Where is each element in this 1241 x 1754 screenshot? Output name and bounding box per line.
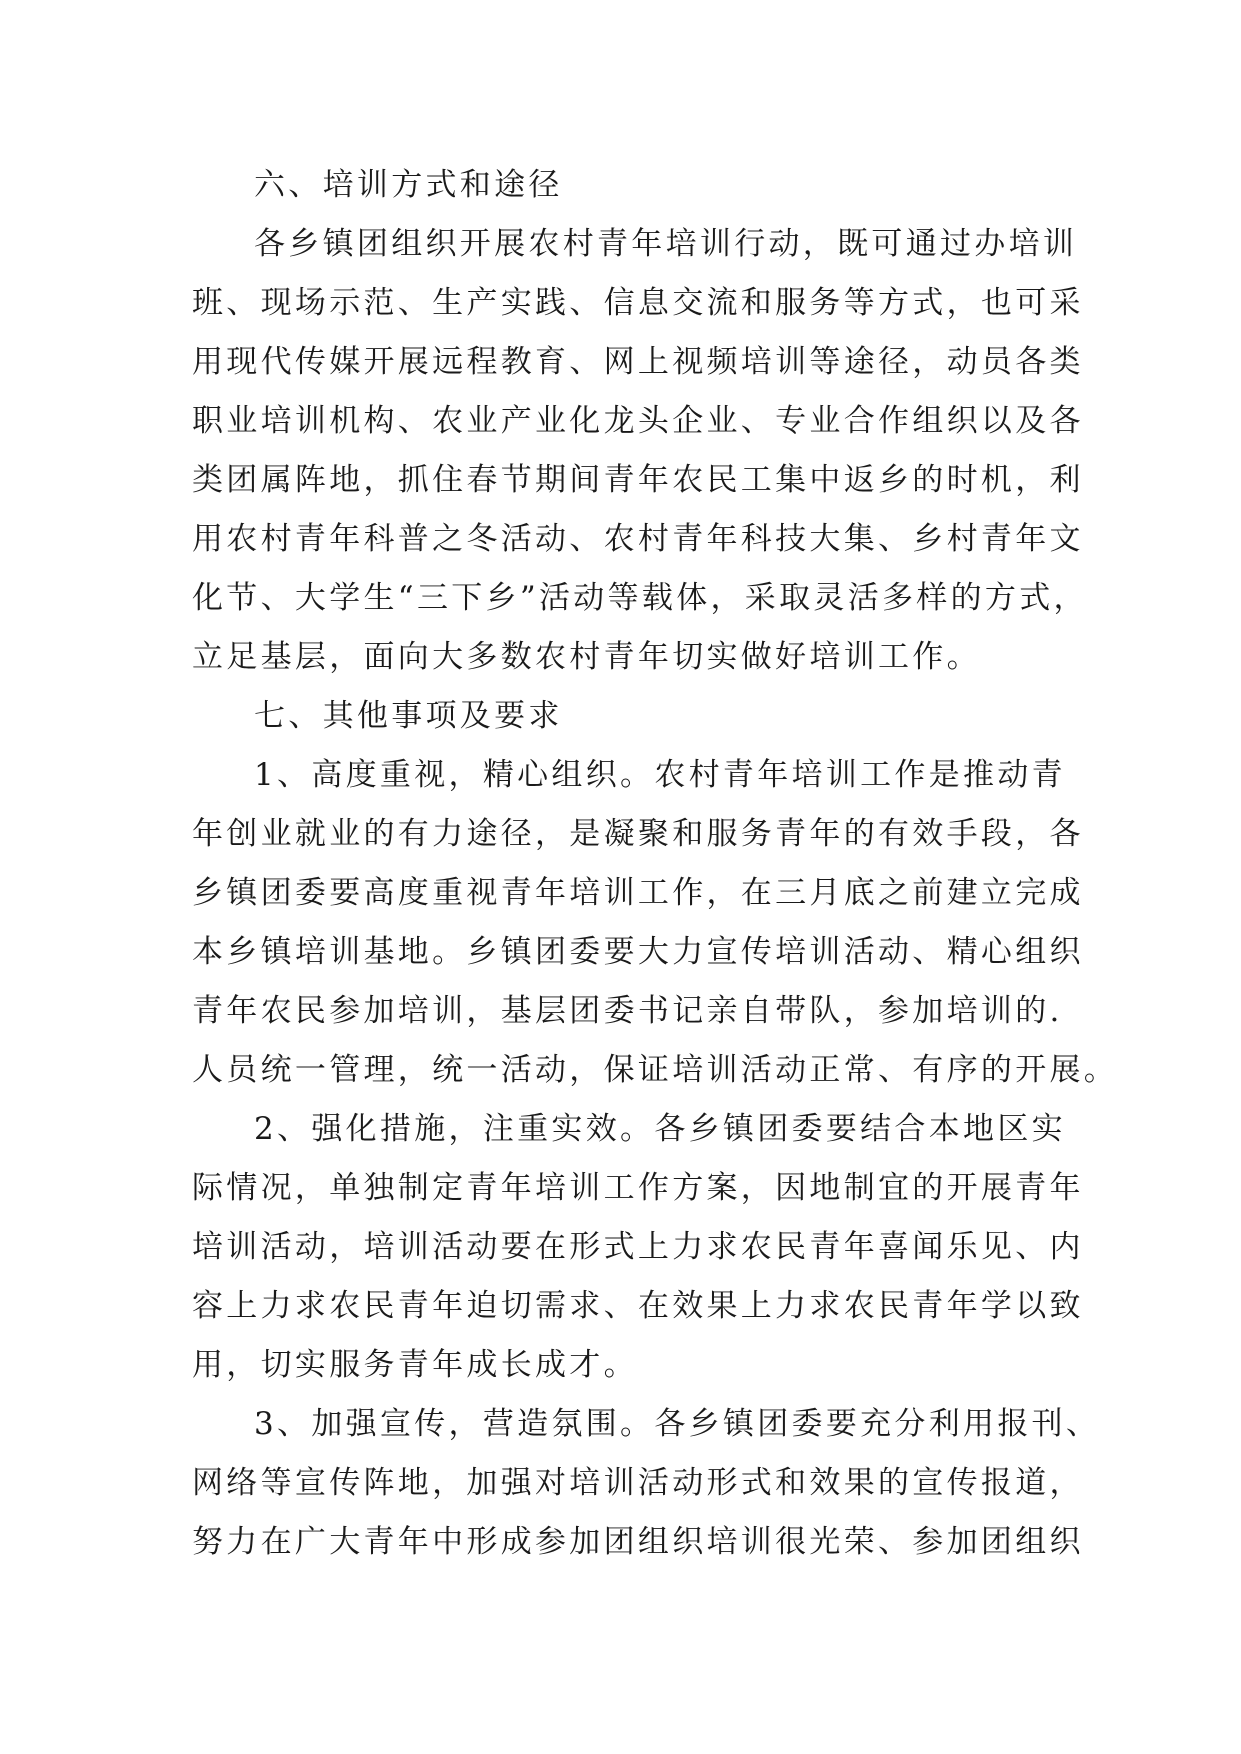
paragraph-line: 班、现场示范、生产实践、信息交流和服务等方式，也可采 bbox=[192, 285, 1084, 321]
paragraph-line: 类团属阵地，抓住春节期间青年农民工集中返乡的时机，利 bbox=[192, 462, 1084, 498]
paragraph-line: 用农村青年科普之冬活动、农村青年科技大集、乡村青年文 bbox=[192, 521, 1084, 557]
paragraph-line: 努力在广大青年中形成参加团组织培训很光荣、参加团组织 bbox=[192, 1524, 1084, 1560]
paragraph-line: 用，切实服务青年成长成才。 bbox=[192, 1347, 638, 1383]
paragraph-line: 容上力求农民青年迫切需求、在效果上力求农民青年学以致 bbox=[192, 1288, 1084, 1324]
paragraph-line: 人员统一管理，统一活动，保证培训活动正常、有序的开展。 bbox=[192, 1052, 1119, 1088]
paragraph-line: 乡镇团委要高度重视青年培训工作，在三月底之前建立完成 bbox=[192, 875, 1084, 911]
section-heading-6: 六、培训方式和途径 bbox=[254, 167, 563, 203]
paragraph-line: 2、强化措施，注重实效。各乡镇团委要结合本地区实 bbox=[254, 1111, 1066, 1147]
paragraph-line: 际情况，单独制定青年培训工作方案，因地制宜的开展青年 bbox=[192, 1170, 1084, 1206]
paragraph-line: 用现代传媒开展远程教育、网上视频培训等途径，动员各类 bbox=[192, 344, 1084, 380]
paragraph-line: 网络等宣传阵地，加强对培训活动形式和效果的宣传报道， bbox=[192, 1465, 1084, 1501]
paragraph-line: 化节、大学生“三下乡”活动等载体，采取灵活多样的方式， bbox=[192, 580, 1088, 616]
paragraph-line: 1、高度重视，精心组织。农村青年培训工作是推动青 bbox=[254, 757, 1066, 793]
paragraph-line: 职业培训机构、农业产业化龙头企业、专业合作组织以及各 bbox=[192, 403, 1084, 439]
paragraph-line: 本乡镇培训基地。乡镇团委要大力宣传培训活动、精心组织 bbox=[192, 934, 1084, 970]
document-body bbox=[192, 156, 1119, 1572]
paragraph-line: 青年农民参加培训，基层团委书记亲自带队，参加培训的. bbox=[192, 993, 1063, 1029]
paragraph-line: 培训活动，培训活动要在形式上力求农民青年喜闻乐见、内 bbox=[192, 1229, 1084, 1265]
paragraph-line: 各乡镇团组织开展农村青年培训行动，既可通过办培训 bbox=[254, 226, 1078, 262]
paragraph-line: 立足基层，面向大多数农村青年切实做好培训工作。 bbox=[192, 639, 981, 675]
paragraph-line: 年创业就业的有力途径，是凝聚和服务青年的有效手段，各 bbox=[192, 816, 1084, 852]
section-heading-7: 七、其他事项及要求 bbox=[254, 698, 563, 734]
paragraph-line: 3、加强宣传，营造氛围。各乡镇团委要充分利用报刊、 bbox=[254, 1406, 1101, 1442]
